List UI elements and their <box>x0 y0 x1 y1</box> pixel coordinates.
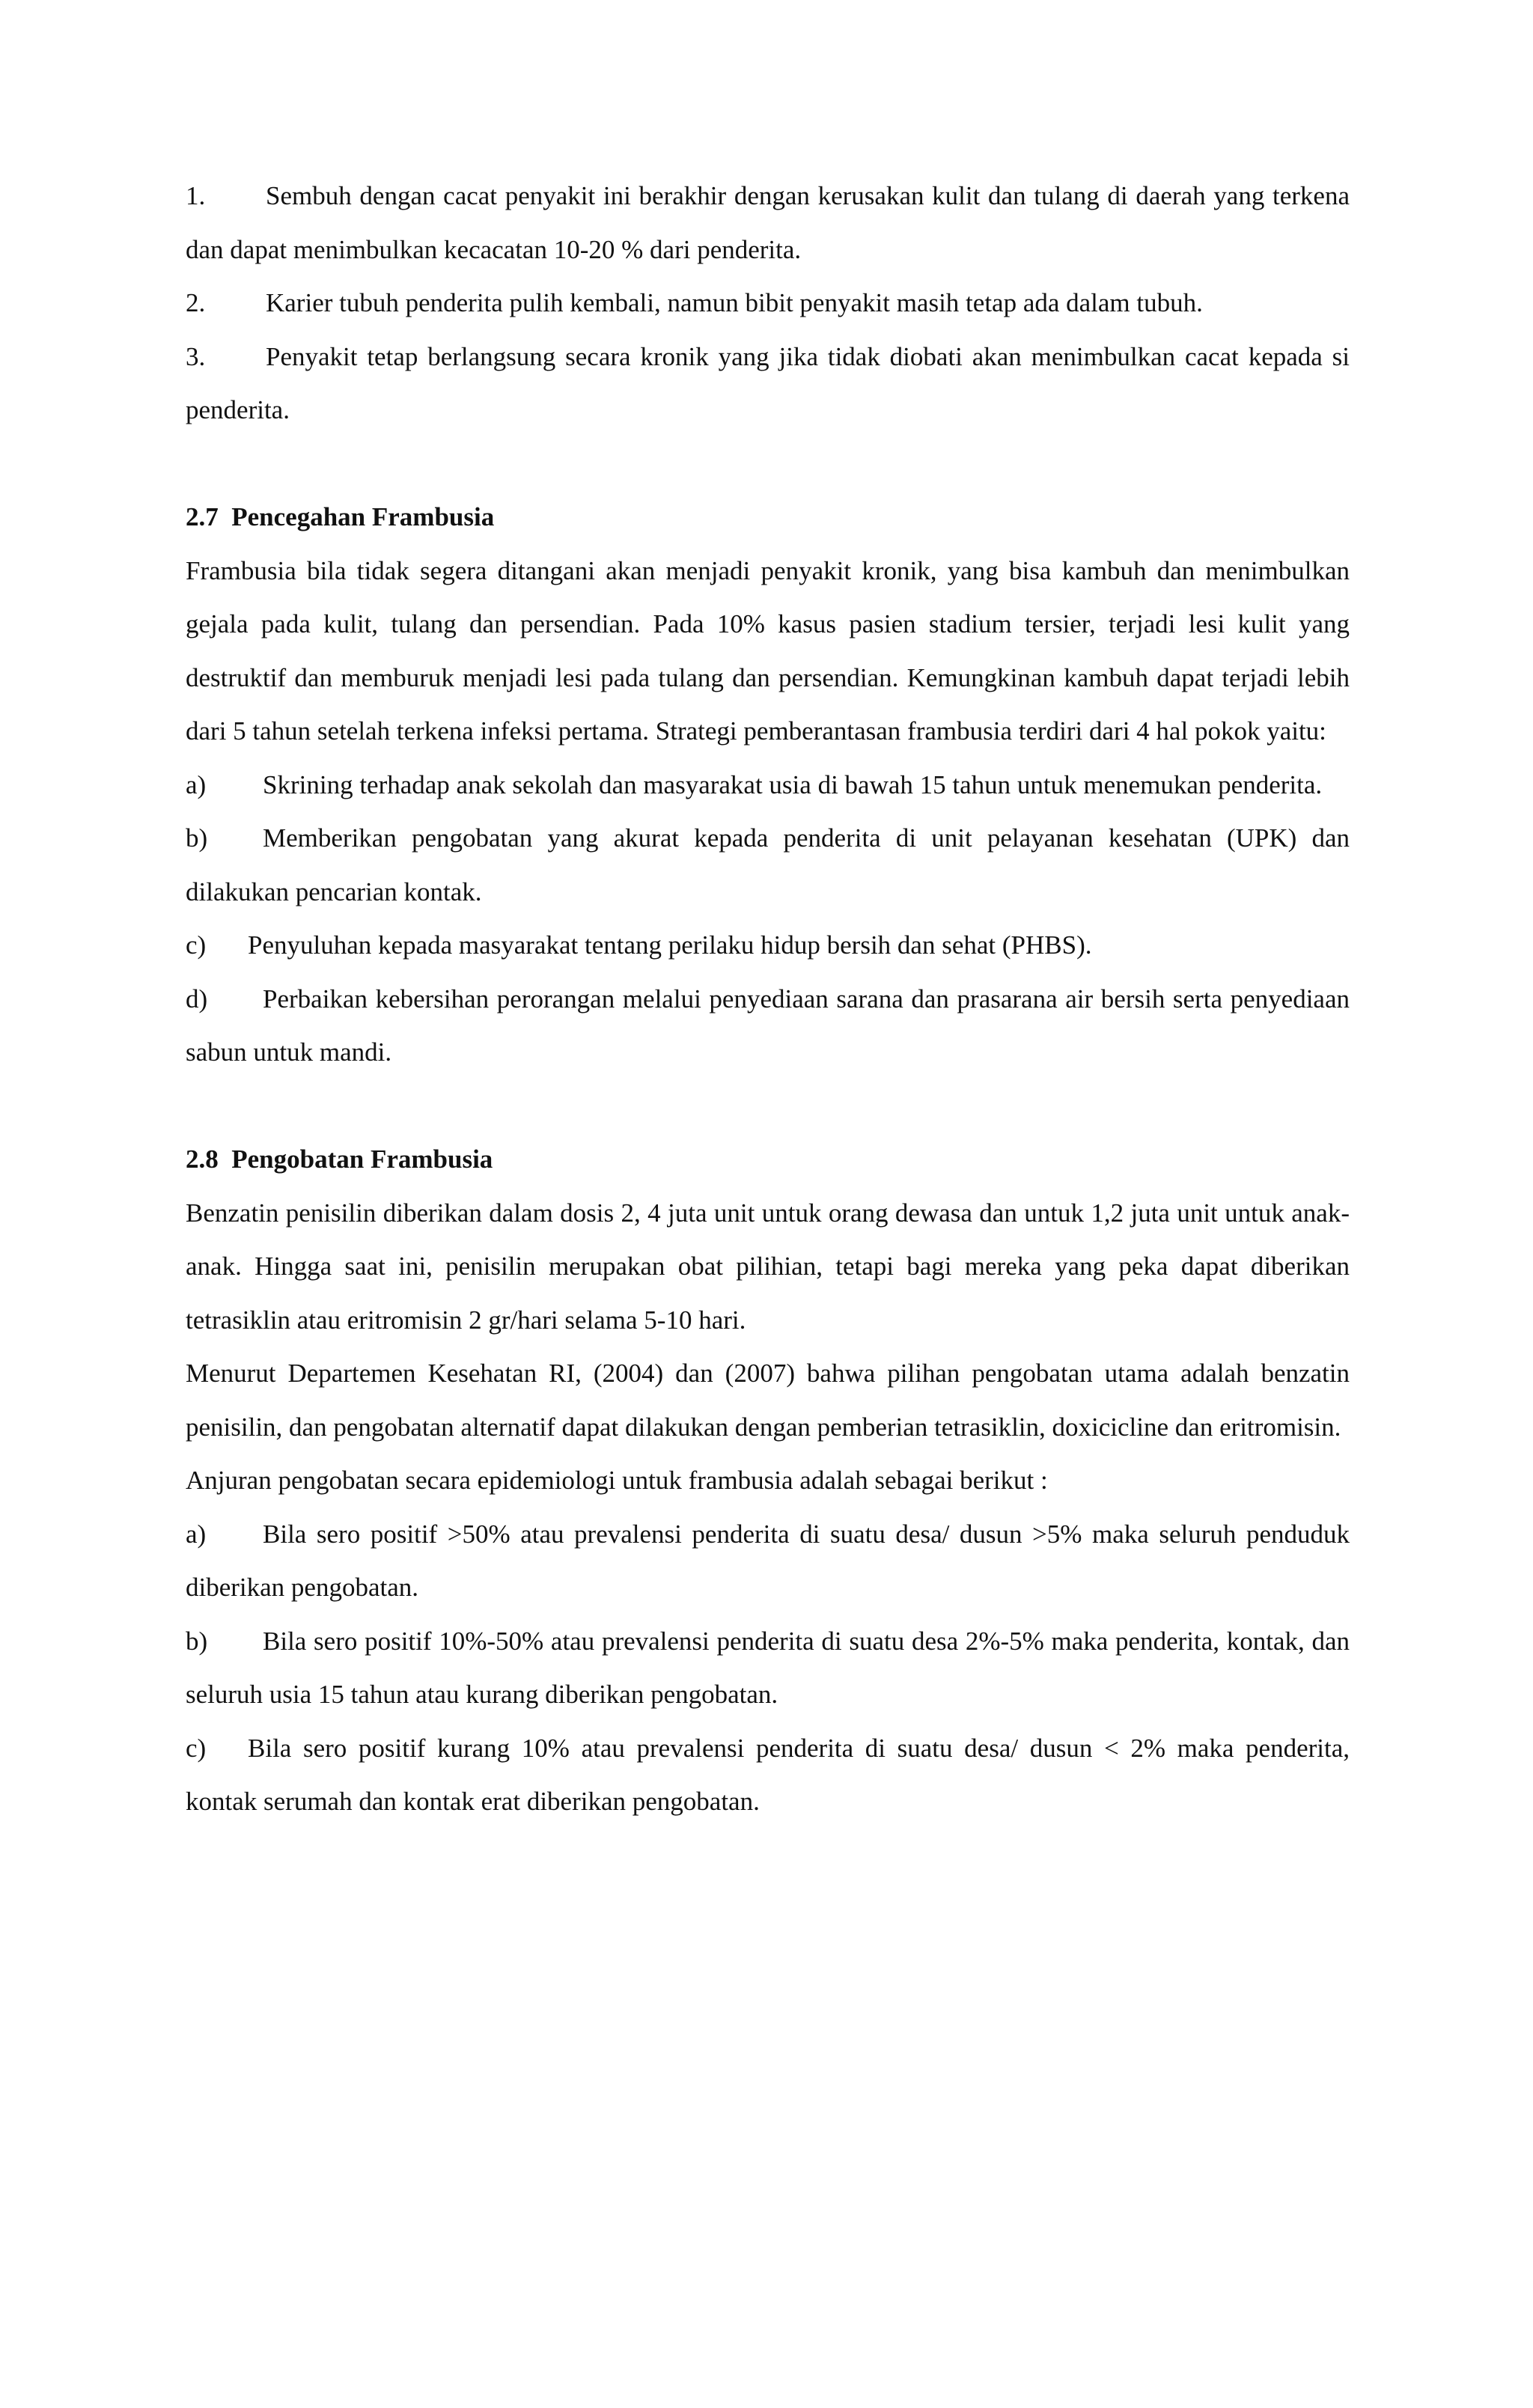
item-text: Perbaikan kebersihan perorangan melalui penyediaan sarana dan prasarana air bersih serta penyediaan sabun untuk mandi. <box>186 984 1350 1067</box>
section-heading-2-8: 2.8 Pengobatan Frambusia <box>186 1144 493 1174</box>
item-marker: c) <box>186 1733 207 1763</box>
item-text: Memberikan pengobatan yang akurat kepada penderita di unit pelayanan kesehatan (UPK) dan dilakukan pencarian kontak. <box>186 823 1350 906</box>
item-marker: b) <box>186 823 208 853</box>
prevention-item-c <box>186 918 1350 972</box>
item-marker: a) <box>186 769 207 799</box>
item-text: Sembuh dengan cacat penyakit ini berakhir dengan kerusakan kulit dan tulang di daerah yang terkena dan dapat menimbulkan kecacatan 10-20 % dari penderita. <box>186 181 1350 264</box>
numbered-item-2 <box>186 276 1350 330</box>
treatment-item-c <box>186 1722 1350 1829</box>
item-marker: c) <box>186 930 207 960</box>
item-text: Penyakit tetap berlangsung secara kronik yang jika tidak diobati akan menimbulkan cacat kepada si penderita. <box>186 341 1350 424</box>
item-text: Karier tubuh penderita pulih kembali, namun bibit penyakit masih tetap ada dalam tubuh. <box>266 288 1203 317</box>
section-2-7-paragraph: Frambusia bila tidak segera ditangani akan menjadi penyakit kronik, yang bisa kambuh dan menimbulkan gejala pada kulit, tulang dan persendian. Pada 10% kasus pasien stadium tersier, terjadi lesi kulit yang destruktif dan memburuk menjadi lesi pada tulang dan persendian. Kemungkinan kambuh dapat terjadi lebih dari 5 tahun setelah terkena infeksi pertama. Strategi pemberantasan frambusia terdiri dari 4 hal pokok yaitu: <box>186 555 1350 746</box>
section-2-8-paragraph-3: Anjuran pengobatan secara epidemiologi untuk frambusia adalah sebagai berikut : <box>186 1466 1048 1495</box>
item-text: Bila sero positif kurang 10% atau prevalensi penderita di suatu desa/ dusun < 2% maka penderita, kontak serumah dan kontak erat diberikan pengobatan. <box>186 1733 1350 1816</box>
section-2-8-paragraph-2: Menurut Departemen Kesehatan RI, (2004) dan (2007) bahwa pilihan pengobatan utama adalah benzatin penisilin, dan pengobatan alternatif dapat dilakukan dengan pemberian tetrasiklin, doxicicline dan eritromisin. <box>186 1359 1350 1442</box>
item-text: Bila sero positif >50% atau prevalensi penderita di suatu desa/ dusun >5% maka seluruh penduduk diberikan pengobatan. <box>186 1519 1350 1602</box>
section-spacer <box>186 437 1350 491</box>
section-spacer <box>186 1079 1350 1133</box>
item-marker: 2. <box>186 288 206 317</box>
numbered-item-3 <box>186 330 1350 437</box>
item-text: Skrining terhadap anak sekolah dan masyarakat usia di bawah 15 tahun untuk menemukan penderita. <box>263 769 1323 799</box>
section-2-8-paragraph-1: Benzatin penisilin diberikan dalam dosis 2, 4 juta unit untuk orang dewasa dan untuk 1,2 juta unit untuk anak-anak. Hingga saat ini, penisilin merupakan obat pilihian, tetapi bagi mereka yang peka dapat diberikan tetrasiklin atau eritromisin 2 gr/hari selama 5-10 hari. <box>186 1198 1350 1335</box>
document-page <box>186 169 1350 1829</box>
treatment-item-b <box>186 1615 1350 1722</box>
section-heading-2-7: 2.7 Pencegahan Frambusia <box>186 502 495 531</box>
item-marker: b) <box>186 1626 208 1656</box>
item-text: Penyuluhan kepada masyarakat tentang perilaku hidup bersih dan sehat (PHBS). <box>248 930 1092 960</box>
numbered-item-1 <box>186 169 1350 276</box>
prevention-item-a <box>186 758 1350 812</box>
item-marker: 1. <box>186 181 206 210</box>
item-marker: 3. <box>186 341 206 371</box>
item-marker: a) <box>186 1519 207 1549</box>
item-marker: d) <box>186 984 208 1014</box>
item-text: Bila sero positif 10%-50% atau prevalensi penderita di suatu desa 2%-5% maka penderita, kontak, dan seluruh usia 15 tahun atau kurang diberikan pengobatan. <box>186 1626 1350 1709</box>
prevention-item-b <box>186 811 1350 918</box>
treatment-item-a <box>186 1508 1350 1615</box>
prevention-item-d <box>186 972 1350 1079</box>
